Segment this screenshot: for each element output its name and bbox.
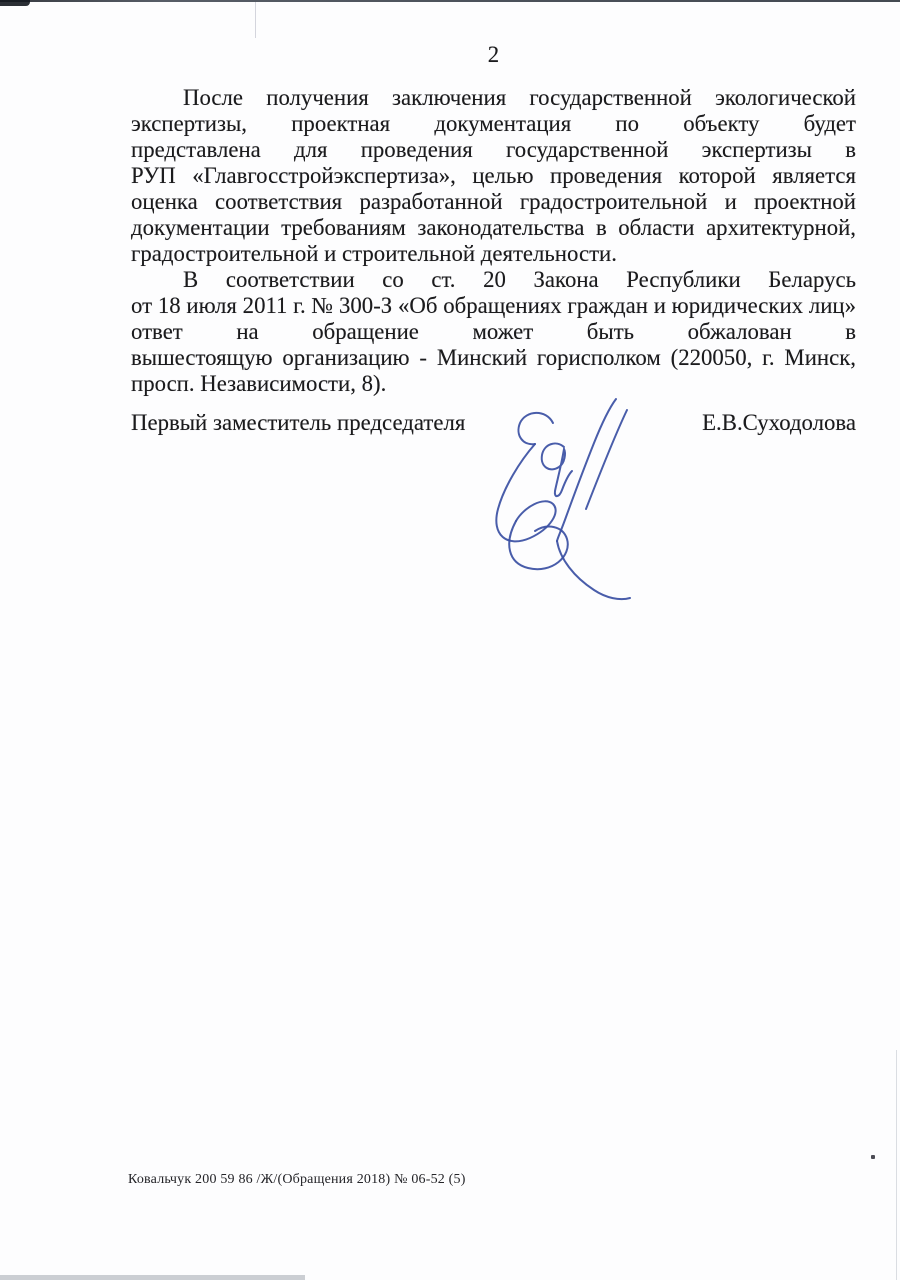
paragraph-1 xyxy=(131,85,856,267)
body-line: документации требованиям законодательства в области архитектурной, xyxy=(131,215,856,240)
body-line: экспертизы, проектная документация по объекту будет xyxy=(131,111,856,136)
scan-top-edge-artifact xyxy=(0,0,900,2)
page-number: 2 xyxy=(487,42,500,67)
signatory-name: Е.В.Суходолова xyxy=(702,410,856,435)
paper-crease xyxy=(255,2,256,38)
body-line: просп. Независимости, 8). xyxy=(131,371,387,396)
letter-body xyxy=(131,42,856,436)
scan-right-edge-artifact xyxy=(896,1050,897,1280)
body-line: представлена для проведения государственной экспертизы в xyxy=(131,137,856,162)
footer-reference: Ковальчук 200 59 86 /Ж/(Обращения 2018) № 06-52 (5) xyxy=(128,1172,466,1187)
body-line: оценка соответствия разработанной градостроительной и проектной xyxy=(131,189,856,214)
scan-bottom-edge-artifact xyxy=(0,1275,305,1280)
paragraph-2 xyxy=(131,267,856,397)
body-line: После получения заключения государственной экологической xyxy=(183,85,856,110)
body-line: В соответствии со ст. 20 Закона Республики Беларусь xyxy=(183,267,856,292)
ink-speck xyxy=(871,1155,875,1159)
scan-corner-mark xyxy=(0,0,30,6)
signatory-title: Первый заместитель председателя xyxy=(131,410,466,435)
body-line: ответ на обращение может быть обжалован в xyxy=(131,319,856,344)
body-line: РУП «Главгосстройэкспертиза», целью проведения которой является xyxy=(131,163,856,188)
handwritten-signature xyxy=(460,385,660,615)
body-line: от 18 июля 2011 г. № 300-З «Об обращениях граждан и юридических лиц» xyxy=(131,293,856,318)
body-line: градостроительной и строительной деятельности. xyxy=(131,241,617,266)
body-line: вышестоящую организацию - Минский горисполком (220050, г. Минск, xyxy=(131,345,856,370)
